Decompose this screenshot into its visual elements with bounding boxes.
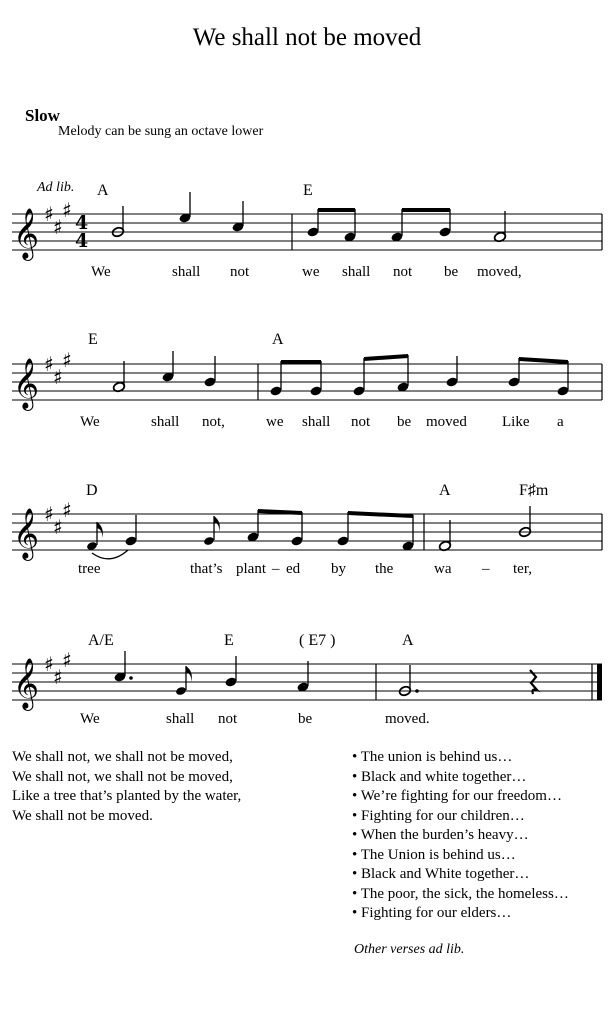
svg-text:♯: ♯ — [53, 515, 63, 539]
lyric-syllable: we — [302, 264, 320, 280]
note — [493, 211, 506, 243]
lyric-syllable: not — [351, 414, 371, 430]
verse-line: We shall not, we shall not be moved, — [12, 749, 233, 765]
note — [178, 192, 191, 224]
note — [112, 361, 125, 393]
music-staff-system-3 — [0, 500, 614, 570]
treble-clef-icon: 𝄞 — [13, 658, 40, 709]
list-item: • The poor, the sick, the homeless… — [352, 885, 569, 902]
lyric-syllable: tree — [78, 561, 101, 577]
lyric-syllable: moved — [426, 414, 467, 430]
svg-text:♯: ♯ — [53, 215, 63, 239]
svg-text:4: 4 — [75, 230, 89, 252]
chord-symbol: E — [88, 331, 98, 348]
slur — [92, 550, 128, 559]
music-staff-system-4 — [0, 650, 614, 720]
lyric-syllable: not — [393, 264, 413, 280]
note — [224, 656, 237, 688]
key-signature-three-sharps — [44, 648, 72, 689]
list-item: • The Union is behind us… — [352, 846, 516, 863]
list-item: • The union is behind us… — [352, 749, 513, 765]
svg-text:♯: ♯ — [62, 348, 72, 372]
chord-symbol: A — [439, 482, 451, 499]
note — [518, 506, 531, 538]
staff-lines — [12, 664, 602, 700]
svg-text:♯: ♯ — [44, 352, 54, 376]
lyric-syllable: not, — [202, 414, 225, 430]
note — [203, 356, 216, 388]
list-item: • When the burden’s heavy… — [352, 827, 529, 843]
eighth-note — [175, 666, 192, 696]
lyric-syllable: shall — [151, 414, 180, 430]
svg-text:♯: ♯ — [62, 198, 72, 222]
note — [296, 661, 309, 693]
list-item: • Black and White together… — [352, 866, 530, 882]
chord-symbol: A — [97, 182, 109, 199]
beamed-notes — [306, 208, 356, 243]
chord-symbol: A/E — [88, 632, 114, 649]
treble-clef-icon: 𝄞 — [13, 208, 40, 259]
lyric-syllable: – — [482, 561, 490, 577]
lyric-syllable: we — [266, 414, 284, 430]
key-signature-three-sharps — [44, 348, 72, 389]
beamed-notes — [336, 511, 414, 552]
lyric-syllable: be — [397, 414, 412, 430]
list-item: • Fighting for our children… — [352, 807, 525, 824]
beamed-notes — [352, 354, 409, 397]
beamed-notes — [390, 208, 451, 243]
note — [231, 201, 244, 233]
music-staff-system-1 — [0, 200, 614, 270]
lyric-syllable: shall — [302, 414, 331, 430]
eighth-note — [86, 522, 103, 551]
list-item: • Black and white together… — [352, 768, 527, 785]
dotted-note — [113, 651, 132, 683]
chord-symbol: ( E7 ) — [299, 632, 336, 649]
lyric-syllable: be — [298, 711, 313, 727]
verse-line: Like a tree that’s planted by the water, — [12, 788, 242, 804]
tempo-marking: Slow — [25, 106, 60, 125]
lyric-syllable: shall — [342, 264, 371, 280]
lyric-syllable: that’s — [190, 561, 223, 577]
svg-text:4: 4 — [75, 212, 89, 234]
staff-lines — [12, 514, 602, 550]
lyric-syllable: We — [91, 264, 111, 280]
lyric-syllable: ed — [286, 561, 301, 577]
staff-lines — [12, 214, 602, 250]
svg-text:♯: ♯ — [53, 365, 63, 389]
lyric-syllable: moved, — [477, 264, 522, 280]
lyric-syllable: ter, — [513, 561, 532, 577]
lyric-syllable: We — [80, 414, 100, 430]
treble-clef-icon: 𝄞 — [13, 508, 40, 559]
other-verses-note: Other verses ad lib. — [354, 942, 465, 957]
eighth-note — [203, 516, 220, 546]
lyric-syllable: not — [230, 264, 250, 280]
dotted-half-note — [398, 665, 418, 697]
chord-symbol: E — [224, 632, 234, 649]
lyric-syllable: – — [272, 561, 280, 577]
additional-verses-list — [352, 748, 569, 924]
list-item: • Fighting for our elders… — [352, 905, 512, 921]
svg-text:♯: ♯ — [62, 648, 72, 672]
lyric-syllable: a — [557, 414, 564, 430]
music-staff-system-2 — [0, 350, 614, 420]
note — [438, 520, 451, 552]
lyric-syllable: the — [375, 561, 394, 577]
final-barline-thick — [597, 664, 602, 700]
lyric-syllable: not — [218, 711, 238, 727]
ad-lib-marking: Ad lib. — [37, 180, 75, 195]
chord-symbol: A — [272, 331, 284, 348]
lyric-syllable: wa — [434, 561, 452, 577]
svg-text:♯: ♯ — [44, 652, 54, 676]
lyric-syllable: shall — [172, 264, 201, 280]
list-item: • We’re fighting for our freedom… — [352, 788, 562, 804]
note — [445, 356, 458, 388]
lyric-syllable: plant — [236, 561, 266, 577]
note — [124, 515, 137, 547]
svg-text:♯: ♯ — [53, 665, 63, 689]
chord-symbol: A — [402, 632, 414, 649]
lyric-syllable: Like — [502, 414, 530, 430]
key-signature-three-sharps — [44, 498, 72, 539]
svg-text:♯: ♯ — [44, 502, 54, 526]
lyric-syllable: by — [331, 561, 346, 577]
lyric-syllable: shall — [166, 711, 195, 727]
lyric-syllable: moved. — [385, 711, 430, 727]
verse-line: We shall not be moved. — [12, 807, 153, 824]
chord-symbol: F♯m — [519, 482, 549, 499]
chord-symbol: E — [303, 182, 313, 199]
treble-clef-icon: 𝄞 — [13, 358, 40, 409]
chord-symbol: D — [86, 482, 98, 499]
performance-note: Melody can be sung an octave lower — [58, 124, 264, 139]
note — [161, 351, 174, 383]
note — [111, 206, 124, 238]
key-signature-three-sharps — [44, 198, 72, 239]
lyric-syllable: be — [444, 264, 459, 280]
svg-text:♯: ♯ — [62, 498, 72, 522]
svg-text:♯: ♯ — [44, 202, 54, 226]
song-title: We shall not be moved — [192, 24, 422, 51]
time-signature-4-4 — [75, 212, 88, 252]
verse-text — [12, 748, 241, 826]
lyric-syllable: We — [80, 711, 100, 727]
verse-line: We shall not, we shall not be moved, — [12, 768, 233, 785]
